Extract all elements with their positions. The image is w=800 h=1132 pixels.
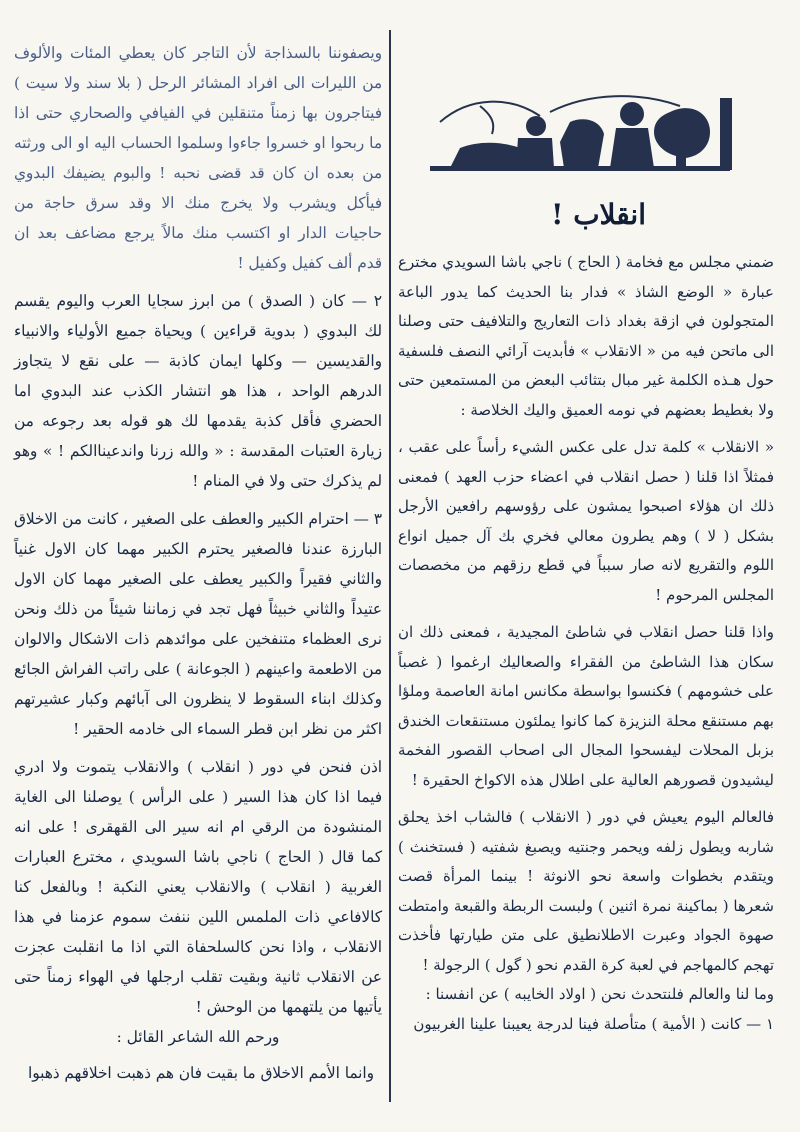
paragraph: ١ — كانت ( الأمية ) متأصلة فينا لدرجة يعيبنا علينا الغربيون: [413, 1014, 774, 1033]
paragraph: ٣ — احترام الكبير والعطف على الصغير ، كانت من الاخلاق البارزة عندنا فالصغير يحترم الكبير مهما كان الاول غنياً والثاني فقيراً والكبير يعطف على الصغير مهما كان الاول عتيداً والثاني خبيثاً فهل تجد في زماننا شيئاً من ذلك ونحن نرى العظماء متنفخين على موائدهم ذات الاشكال والالوان من الاطعمة واعينهم ( الجوعانة ) على راتب الفراش الجائع وكذلك ابناء السقوط لا ينظرون الى آبائهم وكبار عشيرتهم اكثر من نظر ابن قطر السماء الى خادمه الحقير !: [14, 510, 382, 738]
paragraph: « الانقلاب » كلمة تدل على عكس الشيء رأساً على عقب ، فمثلاً اذا قلنا ( حصل انقلاب في اعضاء حزب العهد ) فمعنى ذلك ان هؤلاء اصبحوا يمشون على رؤوسهم رافعين الأرجل بشكل ( لا ) وهم يطرون معالي فخري بك آل جميل انواع اللوم والتقريع لانه صار سبباً في قطع رزقهم من مخصصات المجلس المرحوم !: [398, 438, 774, 604]
paragraph: فالعالم اليوم يعيش في دور ( الانقلاب ) فالشاب اخذ يحلق شاربه ويطول زلفه ويحمر وجنتيه ويصبغ شفتيه ( فستخنث ) ويتقدم بخطوات واسعة نحو الانوثة ! بينما المرأة قصت شعرها ( بماكينة نمرة اثنين ) ولبست الربطة والقبعة وامتطت صهوة الجواد وعبرت الاطلانطيق على متن طيارتها فأخذت تهجم كالمهاجم في لعبة كرة القدم نحو ( گول ) الرجولة !: [398, 808, 774, 974]
article-headline: انقلاب !: [551, 198, 646, 231]
masthead-title: اصغريون: [420, 92, 424, 93]
verse-attribution: ورحم الله الشاعر القائل :: [116, 1028, 280, 1046]
paragraph: ويصفوننا بالسذاجة لأن التاجر كان يعطي المئات والألوف من الليرات الى افراد المشائر الرحل ( بلا سند ولا سيت ) فيتاجرون بها زمناً متنقلين في الفيافي والصحاري حتى اذا ما ربحوا او خسروا جاءوا وسلموا الحساب اليه او الى ورثته من بعده ان كان قد قضى نحبه ! والبوم يضيفك البدوي فيأكل ويشرب ولا يخرج منك الا وقد سرق حاجة من حاجيات الدار او اكتسب منك مالاً يرجع مضاعف بعد ان قدم ألف كفيل وكفيل !: [14, 44, 382, 272]
left-column-body: [14, 38, 382, 1090]
paragraph: واذا قلنا حصل انقلاب في شاطئ المجيدية ، فمعنى ذلك ان سكان هذا الشاطئ من الفقراء والصعاليك ارغموا ( غصباً على خشومهم ) فكنسوا بواسطة مكانس امانة العاصمة وملؤا بهم مستنقع محلة النزيزة كما كانوا يملئون مستنقعات الخندق بزبل المحلات ليفسحوا المجال الى اصحاب القصور الفخمة ليشيدون قصورهم العالية على اطلال هذه الاكواخ الحقيرة !: [398, 623, 774, 789]
column-divider: [389, 30, 391, 1102]
poem-verse: [14, 1058, 382, 1090]
verse-hemistich-2: فان هم ذهبت اخلاقهم ذهبوا: [28, 1064, 202, 1082]
paragraph: ضمني مجلس مع فخامة ( الحاج ) ناجي باشا السويدي مخترع عبارة « الوضع الشاذ » فدار بنا الحديث كما يدور الباعة المتجولون في ازقة بغداد ذات التعاريج والتلافيف حتى وصلنا الى ماتحن فيه من « الانقلاب » فأبديت آرائي النصف فلسفية حول هـذه الكلمة غير مبال بتثائب البعض من المستمعين حتى ولا بغطيط بعضهم في نومه العميق واليك الخلاصة :: [398, 253, 774, 419]
right-column-body: [398, 248, 774, 1039]
paragraph: ٢ — كان ( الصدق ) من ابرز سجايا العرب واليوم يقسم لك البدوي ( بدوية قراءين ) ويحياة جميع الأولياء والانبياء والقديسين — وكلها ايمان كاذبة — على نقع لا يتجاوز الدرهم الواحد ، هذا هو انتشار الكذب عند البدوي اما الحضري فأقل كذبة يقدمها لك هو قوله بعد رجوعه من زيارة العتبات المقدسة : « والله زرنا واندعيناالكم ! » وهو لم يذكرك حتى ولا في المنام !: [14, 292, 382, 490]
masthead-logo: [420, 92, 756, 178]
paragraph: وما لنا والعالم فلنتحدث نحن ( اولاد الخايبه ) عن انفسنا :: [425, 985, 774, 1003]
paragraph: اذن فنحن في دور ( انقلاب ) والانقلاب يتموت ولا ادري فيما اذا كان هذا السير ( على الرأس ) يوصلنا الى الغاية المنشودة من الرقي ام انه سير الى القهقرى ! على انه كما قال ( الحاج ) ناجي باشا السويدي ، مخترع العبارات الغربية ( انقلاب ) والانقلاب يعني النكبة ! وبالفعل كنا كالافاعي ذات الملمس اللين ننفث سموم عزمنا في هذا الانقلاب ، واذا نحن كالسلحفاة التي اذا ما انقلبت عجزت عن الانقلاب ثانية وبقيت تقلب ارجلها في الهواء زمناً حتى يأتيها من يلتهمها من الوحش !: [14, 758, 382, 1016]
verse-hemistich-1: وانما الأمم الاخلاق ما بقيت: [206, 1064, 374, 1082]
